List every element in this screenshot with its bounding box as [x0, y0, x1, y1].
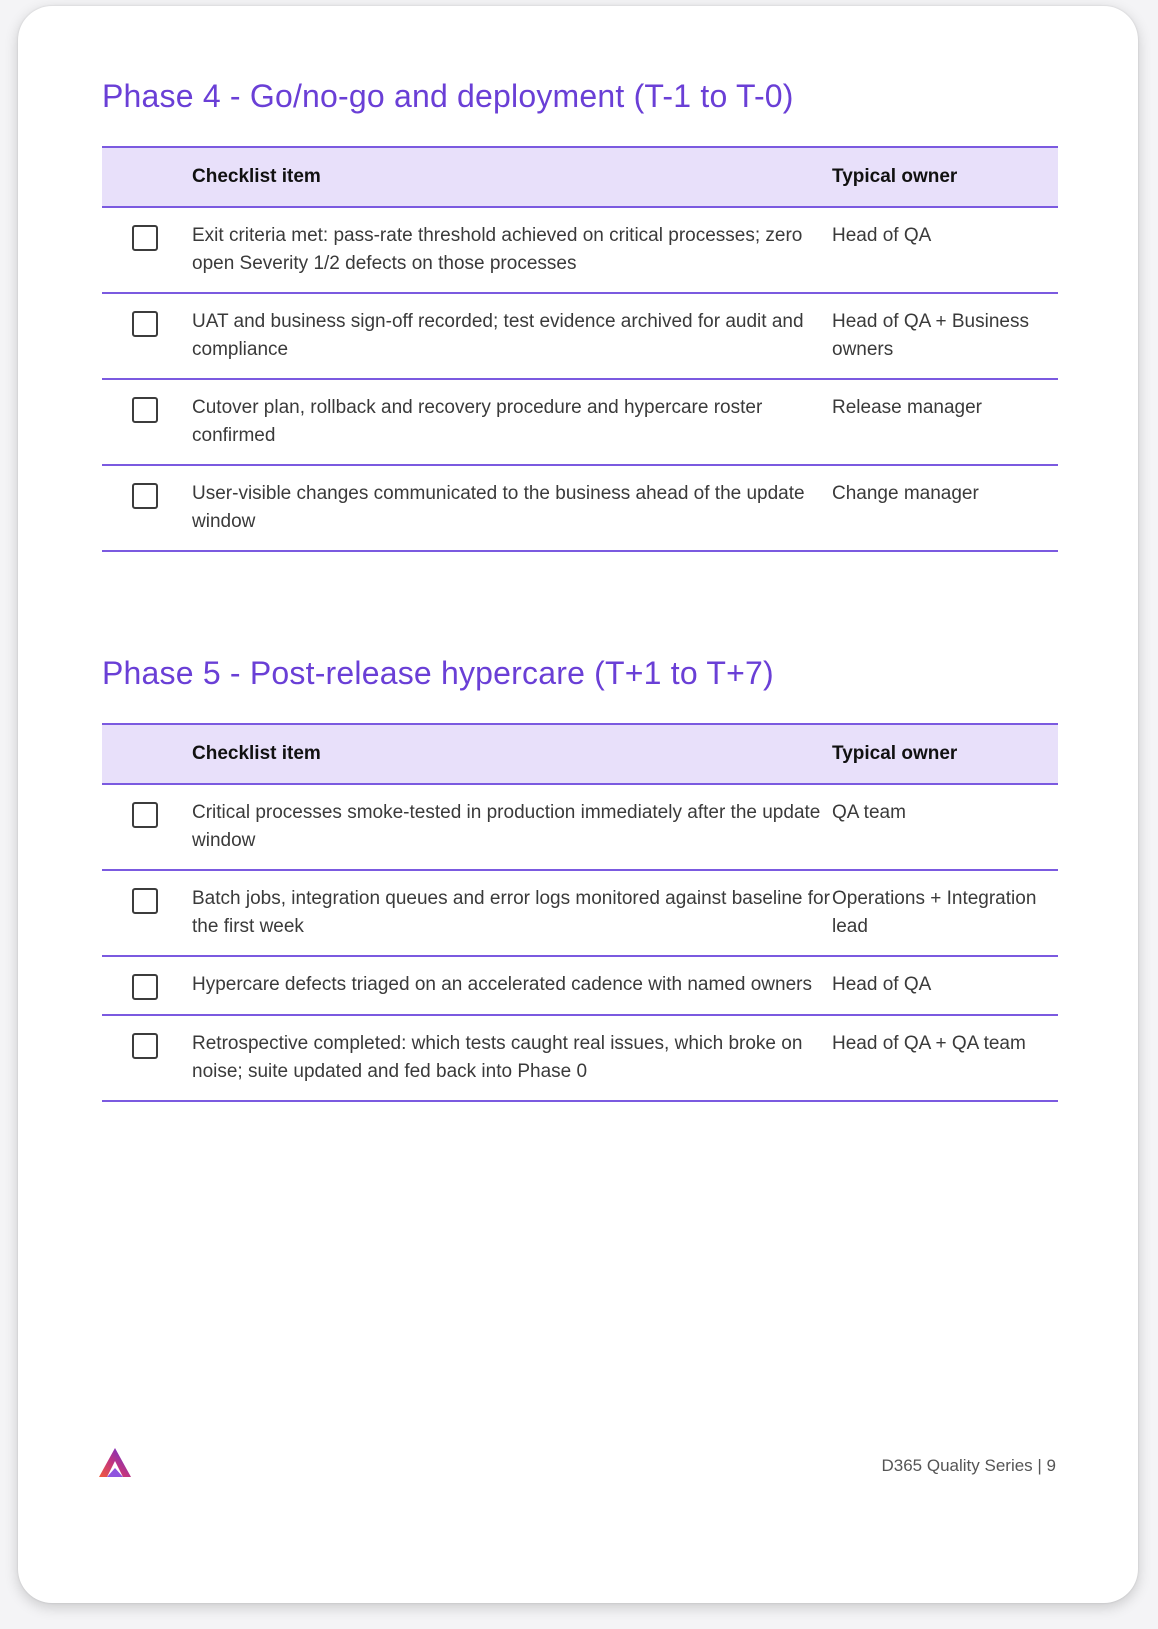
header-checkbox-column: [102, 147, 192, 207]
owner-text: Head of QA: [832, 956, 1058, 1015]
footer-series-page: D365 Quality Series | 9: [881, 1456, 1056, 1475]
phase-4-table: [102, 146, 1058, 552]
table-row: [102, 870, 1058, 956]
owner-text: Release manager: [832, 379, 1058, 465]
table-row: [102, 293, 1058, 379]
table-header-row: [102, 147, 1058, 207]
owner-text: Head of QA + Business owners: [832, 293, 1058, 379]
header-checklist-item: Checklist item: [192, 724, 832, 784]
owner-text: Head of QA: [832, 207, 1058, 293]
brand-logo-icon: [98, 1446, 132, 1480]
checklist-item-text: Exit criteria met: pass-rate threshold achieved on critical processes; zero open Severity 1/2 defects on those processes: [192, 207, 832, 293]
table-row: [102, 207, 1058, 293]
checklist-item-text: Critical processes smoke-tested in production immediately after the update window: [192, 784, 832, 870]
checkbox[interactable]: [132, 802, 158, 828]
checkbox[interactable]: [132, 225, 158, 251]
checklist-item-text: Retrospective completed: which tests caught real issues, which broke on noise; suite updated and fed back into Phase 0: [192, 1015, 832, 1101]
checkbox[interactable]: [132, 311, 158, 337]
phase-5-section: [102, 653, 1058, 1102]
checkbox[interactable]: [132, 397, 158, 423]
checklist-item-text: UAT and business sign-off recorded; test evidence archived for audit and compliance: [192, 293, 832, 379]
table-row: [102, 1015, 1058, 1101]
owner-text: Operations + Integration lead: [832, 870, 1058, 956]
table-row: [102, 784, 1058, 870]
table-row: [102, 956, 1058, 1015]
checklist-item-text: Hypercare defects triaged on an accelerated cadence with named owners: [192, 956, 832, 1015]
header-typical-owner: Typical owner: [832, 724, 1058, 784]
phase-5-title: Phase 5 - Post-release hypercare (T+1 to T+7): [102, 655, 774, 691]
checkbox[interactable]: [132, 483, 158, 509]
checkbox[interactable]: [132, 888, 158, 914]
phase-4-section: [102, 76, 1058, 552]
checklist-item-text: User-visible changes communicated to the business ahead of the update window: [192, 465, 832, 551]
owner-text: Head of QA + QA team: [832, 1015, 1058, 1101]
owner-text: Change manager: [832, 465, 1058, 551]
document-page: [18, 6, 1138, 1603]
header-checklist-item: Checklist item: [192, 147, 832, 207]
header-checkbox-column: [102, 724, 192, 784]
checklist-item-text: Batch jobs, integration queues and error logs monitored against baseline for the first week: [192, 870, 832, 956]
checkbox[interactable]: [132, 1033, 158, 1059]
table-row: [102, 465, 1058, 551]
header-typical-owner: Typical owner: [832, 147, 1058, 207]
table-row: [102, 379, 1058, 465]
phase-5-table: [102, 723, 1058, 1102]
table-header-row: [102, 724, 1058, 784]
checklist-item-text: Cutover plan, rollback and recovery procedure and hypercare roster confirmed: [192, 379, 832, 465]
checkbox[interactable]: [132, 974, 158, 1000]
owner-text: QA team: [832, 784, 1058, 870]
phase-4-title: Phase 4 - Go/no-go and deployment (T-1 to T-0): [102, 78, 794, 114]
